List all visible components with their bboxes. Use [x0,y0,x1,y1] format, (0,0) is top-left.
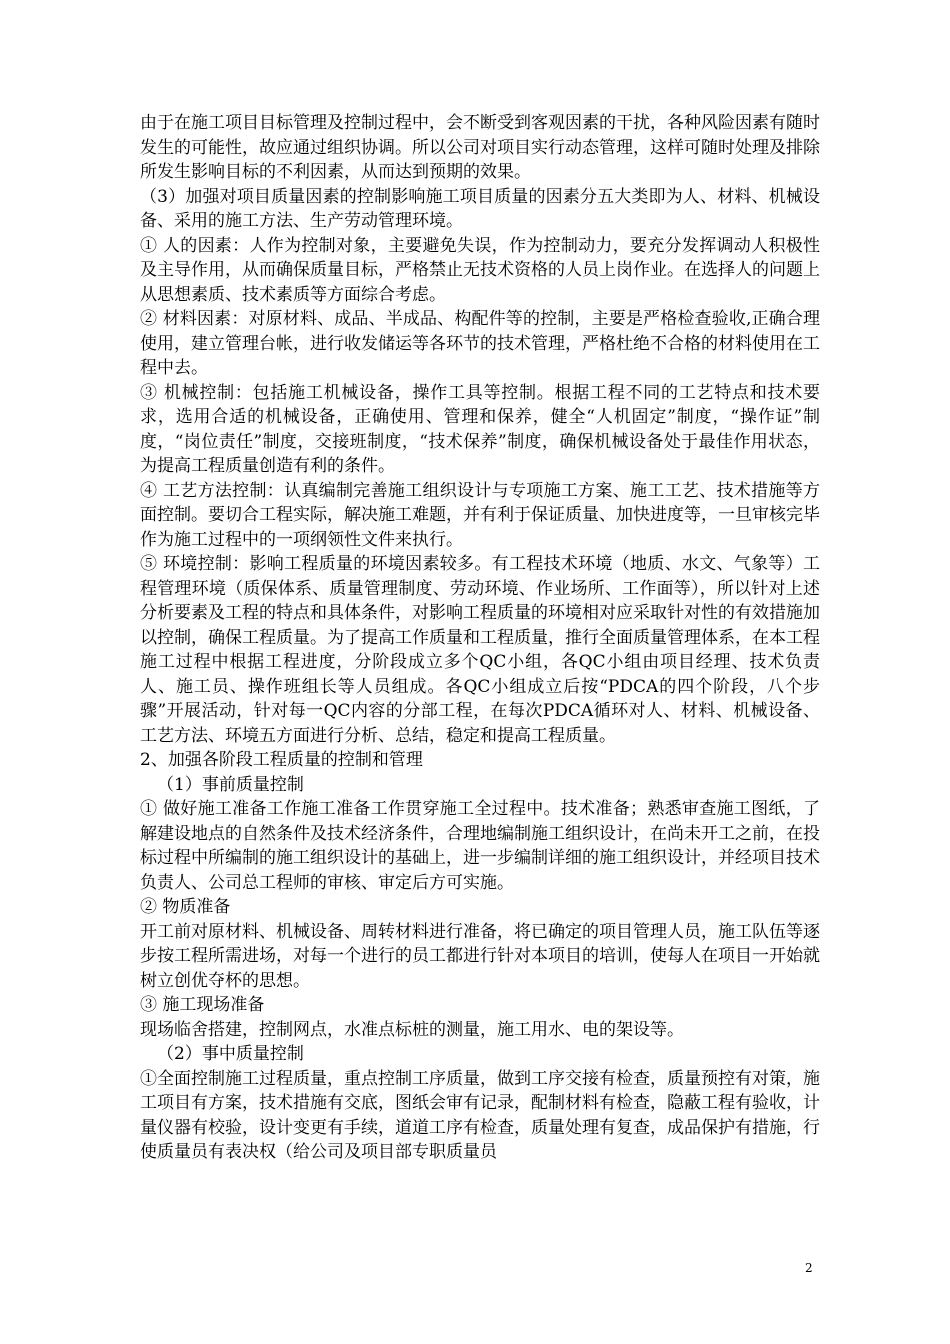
section-heading-stage-control: 2、加强各阶段工程质量的控制和管理 [140,750,423,770]
paragraph-process-control: ④ 工艺方法控制：认真编制完善施工组织设计与专项施工方案、施工工艺、技术措施等方面控制。要切合工程实际，解决施工难题，并有利于保证质量、加快进度等，一旦审核完毕作为施工过程中的一项纲领性文件来执行。 [140,480,820,550]
item-material-preparation: ② 物质准备 [140,897,231,917]
paragraph-material-preparation: 开工前对原材料、机械设备、周转材料进行准备，将已确定的项目管理人员，施工队伍等逐步按工程所需进场，对每一个进行的员工都进行针对本项目的培训，使每人在项目一开始就树立创优夺杯的思想。 [140,921,820,991]
paragraph-material-factor: ② 材料因素：对原材料、成品、半成品、构配件等的控制，主要是严格检查验收,正确合理使用，建立管理台帐，进行收发储运等各环节的技术管理，严格杜绝不合格的材料使用在工程中去。 [140,309,820,378]
page-number: 2 [805,1261,813,1275]
subheading-in-process-control: （2）事中质量控制 [157,1044,304,1064]
paragraph-process-quality: ①全面控制施工过程质量，重点控制工序质量，做到工序交接有检查，质量预控有对策，施工项目有方案，技术措施有交底，图纸会审有记录，配制材料有检查，隐蔽工程有验收，计量仪器有校验，设计变更有手续，道道工序有检查，质量处理有复查，成品保护有措施，行使质量员有表决权（给公司及项目部专职质量员 [140,1068,820,1162]
paragraph-environment-control: ⑤ 环境控制：影响工程质量的环境因素较多。有工程技术环境（地质、水文、气象等）工程管理环境（质保体系、质量管理制度、劳动环境、作业场所、工作面等），所以针对上述分析要素及工程的特点和具体条件，对影响工程质量的环境相对应采取针对性的有效措施加以控制，确保工程质量。为了提高工作质量和工程质量，推行全面质量管理体系，在本工程施工过程中根据工程进度，分阶段成立多个QC小组，各QC小组由项目经理、技术负责人、施工员、操作班组长等人员组成。各QC小组成立后按“PDCA的四个阶段，八个步骤”开展活动，针对每一QC内容的分部工程，在每次PDCA循环对人、材料、机械设备、工艺方法、环境五方面进行分析、总结，稳定和提高工程质量。 [140,554,820,746]
paragraph-construction-preparation: ① 做好施工准备工作施工准备工作贯穿施工全过程中。技术准备；熟悉审查施工图纸，了解建设地点的自然条件及技术经济条件，合理地编制施工组织设计，在尚未开工之前，在投标过程中所编制的施工组织设计的基础上，进一步编制详细的施工组织设计，并经项目技术负责人、公司总工程师的审核、审定后方可实施。 [140,799,820,893]
paragraph-machine-control: ③ 机械控制：包括施工机械设备，操作工具等控制。根据工程不同的工艺特点和技术要求，选用合适的机械设备，正确使用、管理和保养，健全“人机固定”制度，“操作证”制度，“岗位责任”制度，交接班制度，“技术保养”制度，确保机械设备处于最佳作用状态，为提高工程质量创造有利的条件。 [140,382,820,476]
document-body [140,111,820,1165]
paragraph-human-factor: ① 人的因素：人作为控制对象，主要避免失误，作为控制动力，要充分发挥调动人积极性及主导作用，从而确保质量目标，严格禁止无技术资格的人员上岗作业。在选择人的问题上从思想素质、技术素质等方面综合考虑。 [140,235,820,305]
paragraph-quality-factors: （3）加强对项目质量因素的控制影响施工项目质量的因素分五大类即为人、材料、机械设备、采用的施工方法、生产劳动管理环境。 [140,186,820,231]
item-site-preparation: ③ 施工现场准备 [140,995,265,1015]
subheading-pre-control: （1）事前质量控制 [157,774,304,795]
paragraph-goal-management: 由于在施工项目目标管理及控制过程中，会不断受到客观因素的干扰，各种风险因素有随时发生的可能性，故应通过组织协调。所以公司对项目实行动态管理，这样可随时处理及排除所发生影响目标的不利因素，从而达到预期的效果。 [140,113,820,182]
paragraph-site-preparation: 现场临舍搭建，控制网点，水准点标桩的测量，施工用水、电的架设等。 [140,1019,684,1040]
